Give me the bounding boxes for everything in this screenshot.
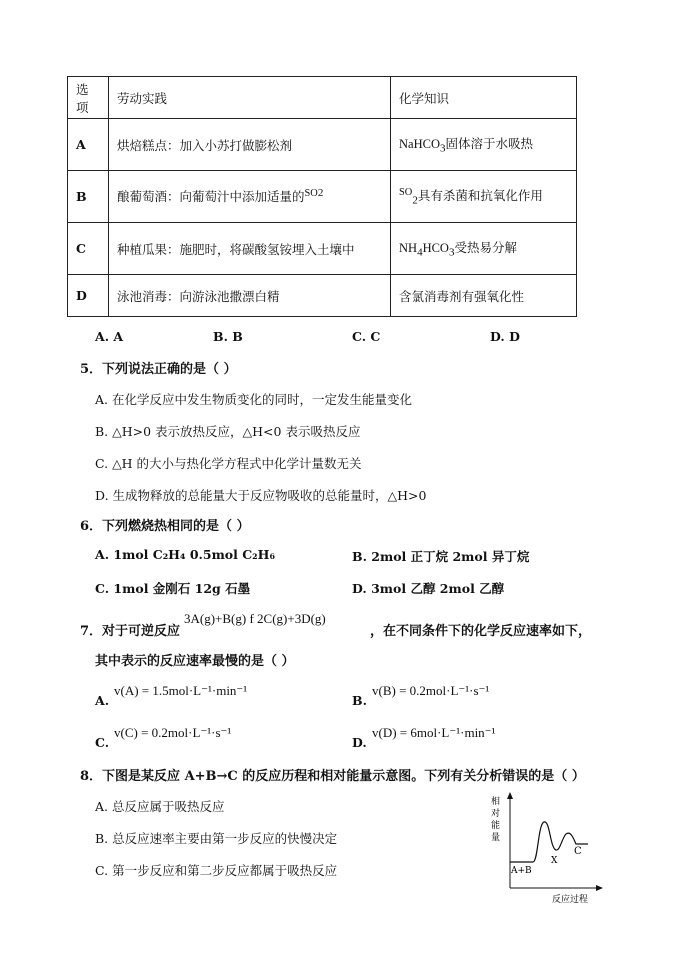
q5-option-b: B. △H>0 表示放热反应，△H<0 表示吸热反应 [95,424,361,439]
practice-formula-subscript: 2 [317,187,324,200]
q7-option-b-letter: B. [352,693,367,708]
q8-stem: 8．下图是某反应 A+B→C 的反应历程和相对能量示意图。下列有关分析错误的是（ ） [80,769,585,784]
row-option: D [68,275,109,317]
knowledge-text: 具有杀菌和抗氧化作用 [417,188,543,204]
ylabel-1: 相 [491,797,501,807]
q7-option-c-letter: C. [95,735,110,750]
ylabel-2: 对 [491,809,501,819]
practice-formula: SO [304,188,318,200]
formula-subscript: 4 [417,246,423,259]
q7-option-d-expr: v(D) = 6mol·L⁻¹·min⁻¹ [372,725,496,740]
table-row [68,171,577,223]
row-knowledge [391,171,577,223]
q8-option-c: C. 第一步反应和第二步反应都属于吸热反应 [95,863,338,878]
q5-option-c: C. △H 的大小与热化学方程式中化学计量数无关 [95,456,362,471]
table-row [68,119,577,171]
q4-answer-d: D. D [490,329,520,344]
header-practice: 劳动实践 [109,77,391,119]
options-table [67,76,577,317]
row-option: C [68,223,109,275]
ylabel-3: 能 [491,821,501,831]
row-knowledge [391,223,577,275]
row-knowledge [391,119,577,171]
formula: SO [399,187,413,199]
row-knowledge: 含氯消毒剂有强氧化性 [391,275,577,317]
knowledge-text: 固体溶于水吸热 [445,136,533,152]
practice-text: 酿葡萄酒：向葡萄汁中添加适量的 [117,189,305,205]
y-axis-arrow [507,792,513,799]
q6-option-c: C. 1mol 金刚石 12g 石墨 [95,581,251,596]
q8-option-a: A. 总反应属于吸热反应 [95,799,225,814]
row-option: A [68,119,109,171]
q4-answer-a: A. A [95,329,124,344]
table-header-row [68,77,577,119]
formula-subscript: 2 [412,194,418,207]
q6-option-b: B. 2mol 正丁烷 2mol 异丁烷 [352,549,530,564]
q5-stem: 5．下列说法正确的是（ ） [80,362,237,377]
table-row [68,223,577,275]
q6-stem: 6．下列燃烧热相同的是（ ） [80,519,250,534]
row-option: B [68,171,109,223]
q7-option-d-letter: D. [352,735,367,750]
xlabel: 反应过程 [552,895,589,905]
energy-diagram [488,790,608,905]
q7-option-a-expr: v(A) = 1.5mol·L⁻¹·min⁻¹ [114,683,248,698]
q7-stem-line2: 其中表示的反应速率最慢的是（ ） [95,654,295,669]
knowledge-text: 受热易分解 [454,240,517,256]
q7-option-c-expr: v(C) = 0.2mol·L⁻¹·s⁻¹ [114,725,232,740]
ylabel-4: 量 [491,833,501,843]
row-practice: 泳池消毒：向游泳池撒漂白精 [109,275,391,317]
q7-stem-prefix: 7．对于可逆反应 [80,624,181,639]
q4-answer-c: C. C [352,329,381,344]
header-knowledge: 化学知识 [391,77,577,119]
q7-equation: 3A(g)+B(g) f 2C(g)+3D(g) [184,611,326,626]
formula-2-subscript: 3 [448,246,455,259]
intermediate-label: X [551,856,558,866]
product-label: C [574,846,582,857]
q8-option-b: B. 总反应速率主要由第一步反应的快慢决定 [95,831,338,846]
q4-answer-b: B. B [213,329,243,344]
header-option: 选项 [68,77,109,119]
q5-option-a: A. 在化学反应中发生物质变化的同时，一定发生能量变化 [95,392,412,407]
q7-option-a-letter: A. [95,693,110,708]
formula: NaHCO [399,137,440,152]
row-practice [109,171,391,223]
q6-option-a: A. 1mol C₂H₄ 0.5mol C₂H₆ [95,547,275,562]
row-practice: 烘焙糕点：加入小苏打做膨松剂 [109,119,391,171]
start-label: A+B [511,866,532,876]
formula-subscript: 3 [439,142,446,155]
formula-2: HCO [422,241,449,256]
x-axis-arrow [596,885,603,891]
row-practice: 种植瓜果：施肥时，将碳酸氢铵埋入土壤中 [109,223,391,275]
q7-option-b-expr: v(B) = 0.2mol·L⁻¹·s⁻¹ [372,683,490,698]
formula: NH [399,241,418,256]
q6-option-d: D. 3mol 乙醇 2mol 乙醇 [352,581,505,596]
table-row [68,275,577,317]
q5-option-d: D. 生成物释放的总能量大于反应物吸收的总能量时，△H>0 [95,488,427,503]
q7-stem-suffix: ，在不同条件下的化学反应速率如下， [370,624,592,639]
